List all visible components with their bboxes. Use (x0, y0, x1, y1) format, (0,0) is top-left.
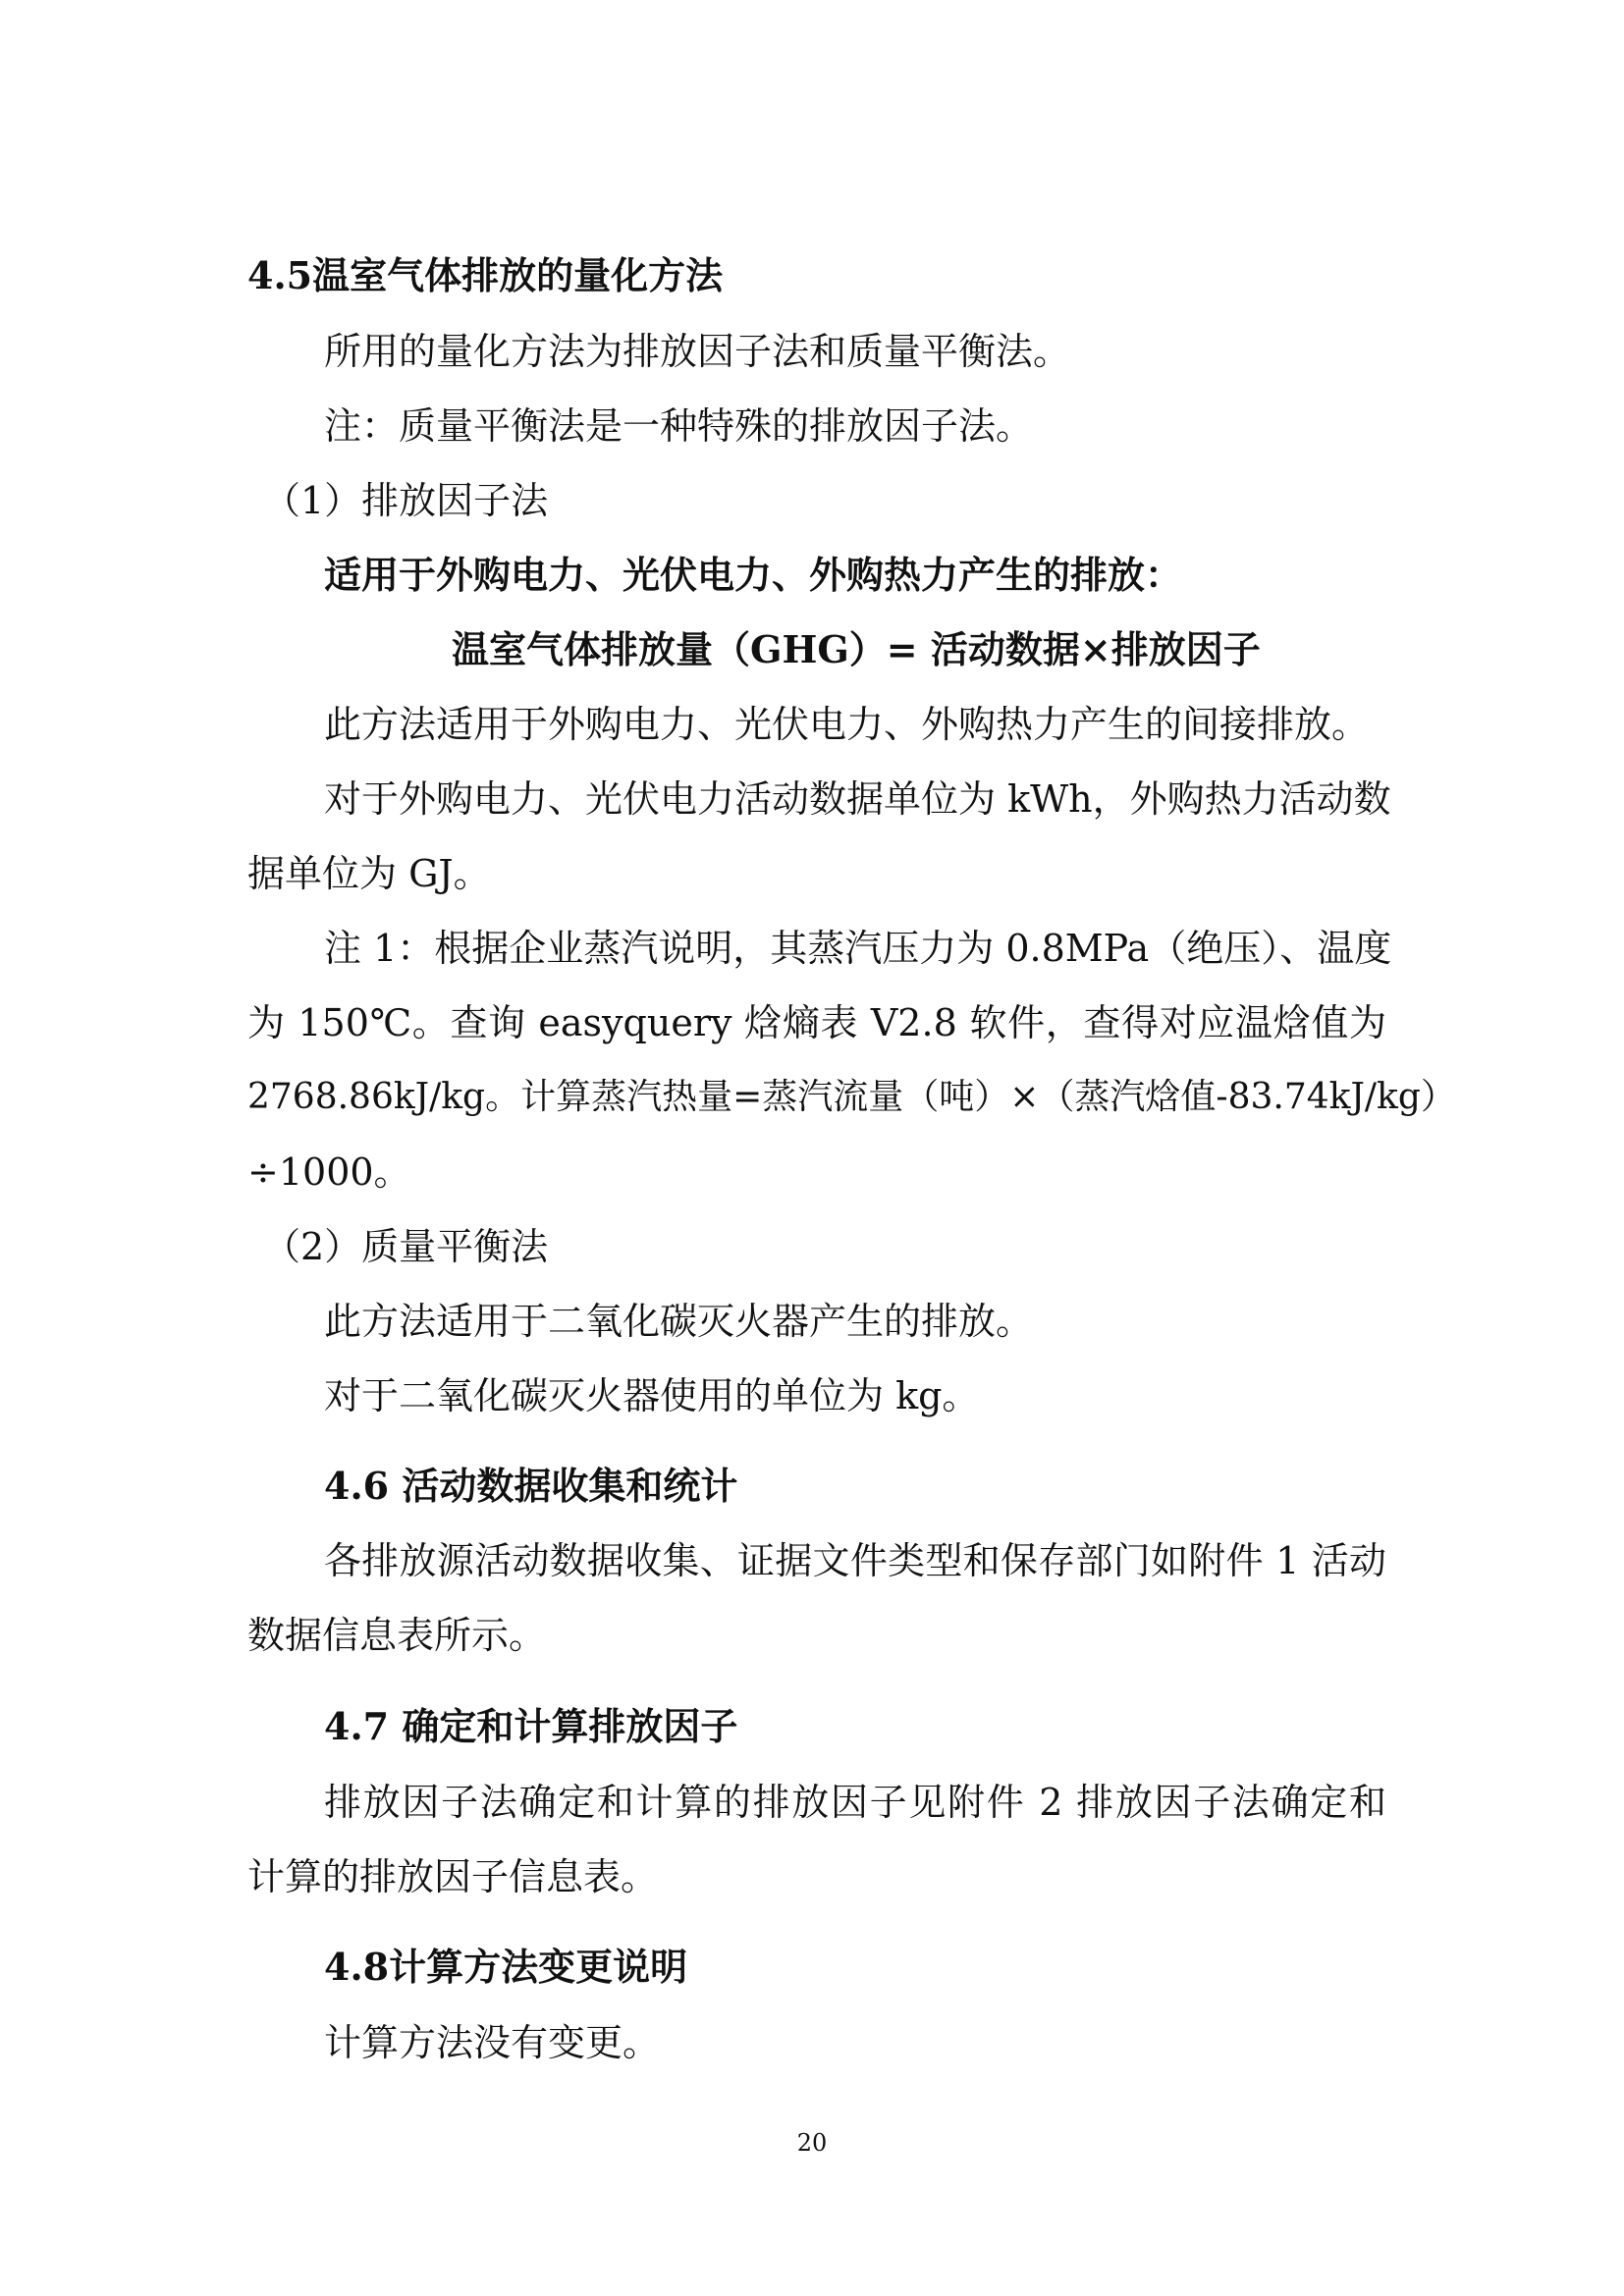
formula: 温室气体排放量（GHG）= 活动数据×排放因子 (452, 627, 1261, 671)
page-number: 20 (796, 2129, 828, 2157)
paragraph-methods: 所用的量化方法为排放因子法和质量平衡法。 (324, 330, 1071, 373)
paragraph-4-8: 计算方法没有变更。 (324, 2021, 661, 2064)
list-item-1-title: （1）排放因子法 (263, 479, 549, 522)
section-heading-4-8: 4.8计算方法变更说明 (324, 1945, 688, 1989)
list-item-1-description: 此方法适用于外购电力、光伏电力、外购热力产生的间接排放。 (324, 703, 1370, 746)
list-item-2-description: 此方法适用于二氧化碳灭火器产生的排放。 (324, 1300, 1034, 1343)
list-item-2-units: 对于二氧化碳灭火器使用的单位为 kg。 (324, 1374, 980, 1417)
paragraph-note: 注：质量平衡法是一种特殊的排放因子法。 (324, 404, 1034, 448)
paragraph-4-7-line-2: 计算的排放因子信息表。 (247, 1855, 659, 1898)
note-1-line-2: 为 150℃。查询 easyquery 焓熵表 V2.8 软件，查得对应温焓值为 (247, 1001, 1386, 1044)
note-1-line-1: 注 1：根据企业蒸汽说明，其蒸汽压力为 0.8MPa（绝压）、温度 (324, 927, 1392, 970)
section-heading-4-6: 4.6 活动数据收集和统计 (324, 1464, 738, 1508)
section-heading-4-5: 4.5温室气体排放的量化方法 (247, 253, 724, 297)
list-item-2-title: （2）质量平衡法 (263, 1225, 549, 1268)
note-1-line-3: 2768.86kJ/kg。计算蒸汽热量=蒸汽流量（吨）×（蒸汽焓值-83.74kJ/kg） (247, 1077, 1456, 1117)
list-item-1-units-line-1: 对于外购电力、光伏电力活动数据单位为 kWh，外购热力活动数 (324, 777, 1391, 821)
list-item-1-units-line-2: 据单位为 GJ。 (247, 852, 491, 895)
paragraph-4-6-line-1: 各排放源活动数据收集、证据文件类型和保存部门如附件 1 活动 (324, 1539, 1386, 1582)
list-item-1-scope: 适用于外购电力、光伏电力、外购热力产生的排放： (324, 553, 1183, 597)
section-heading-4-7: 4.7 确定和计算排放因子 (324, 1704, 738, 1748)
paragraph-4-6-line-2: 数据信息表所示。 (247, 1614, 547, 1657)
note-1-line-4: ÷1000。 (247, 1150, 411, 1194)
paragraph-4-7-line-1: 排放因子法确定和计算的排放因子见附件 2 排放因子法确定和 (324, 1781, 1386, 1824)
